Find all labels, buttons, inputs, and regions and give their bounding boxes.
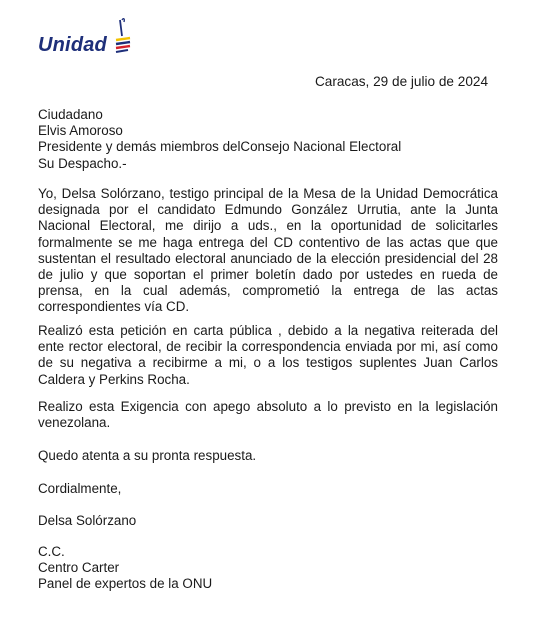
cc-recipient: Centro Carter bbox=[38, 560, 120, 576]
addressee-block bbox=[38, 107, 498, 172]
cc-label: C.C. bbox=[38, 544, 65, 559]
body-paragraph-4: Quedo atenta a su pronta respuesta. bbox=[38, 448, 257, 463]
closing-salutation: Cordialmente, bbox=[38, 481, 122, 496]
addressee-name: Elvis Amoroso bbox=[38, 123, 123, 139]
signature-name: Delsa Solórzano bbox=[38, 513, 137, 528]
addressee-closing: Su Despacho.- bbox=[38, 155, 127, 171]
logo-text: Unidad bbox=[38, 34, 107, 56]
cc-block bbox=[38, 544, 498, 593]
body-paragraph-1: Yo, Delsa Solórzano, testigo principal de la Mesa de la Unidad Democrática designada por el candidato Edmundo González Urrutia, ante la Junta Nacional Electoral, me dirijo a uds., en la oportunidad de solicitarles formalmente se me haga entrega del CD contentivo de las actas que que sustentan el resultado electoral anunciado de la elección presidencial del 28 de julio y que soportan el primer boletín dado por ustedes en rueda de prensa, en la cual además, comprometió la entrega de las actas correspondientes vía CD. bbox=[38, 186, 498, 315]
hand-stripes-icon bbox=[110, 16, 140, 62]
body-paragraph-3: Realizo esta Exigencia con apego absoluto a lo previsto en la legislación venezolana. bbox=[38, 399, 498, 431]
addressee-line: Ciudadano bbox=[38, 107, 103, 122]
cc-recipient: Panel de expertos de la ONU bbox=[38, 576, 213, 592]
addressee-title: Presidente y demás miembros delConsejo Nacional Electoral bbox=[38, 139, 402, 155]
unidad-logo bbox=[38, 16, 138, 64]
letter-date: Caracas, 29 de julio de 2024 bbox=[314, 74, 488, 89]
body-paragraph-2: Realizó esta petición en carta pública , debido a la negativa reiterada del ente rector electoral, de recibir la correspondencia enviada por mi, así como de su negativa a recibirme a mi, o a los testigos suplentes Juan Carlos Caldera y Perkins Rocha. bbox=[38, 323, 498, 387]
